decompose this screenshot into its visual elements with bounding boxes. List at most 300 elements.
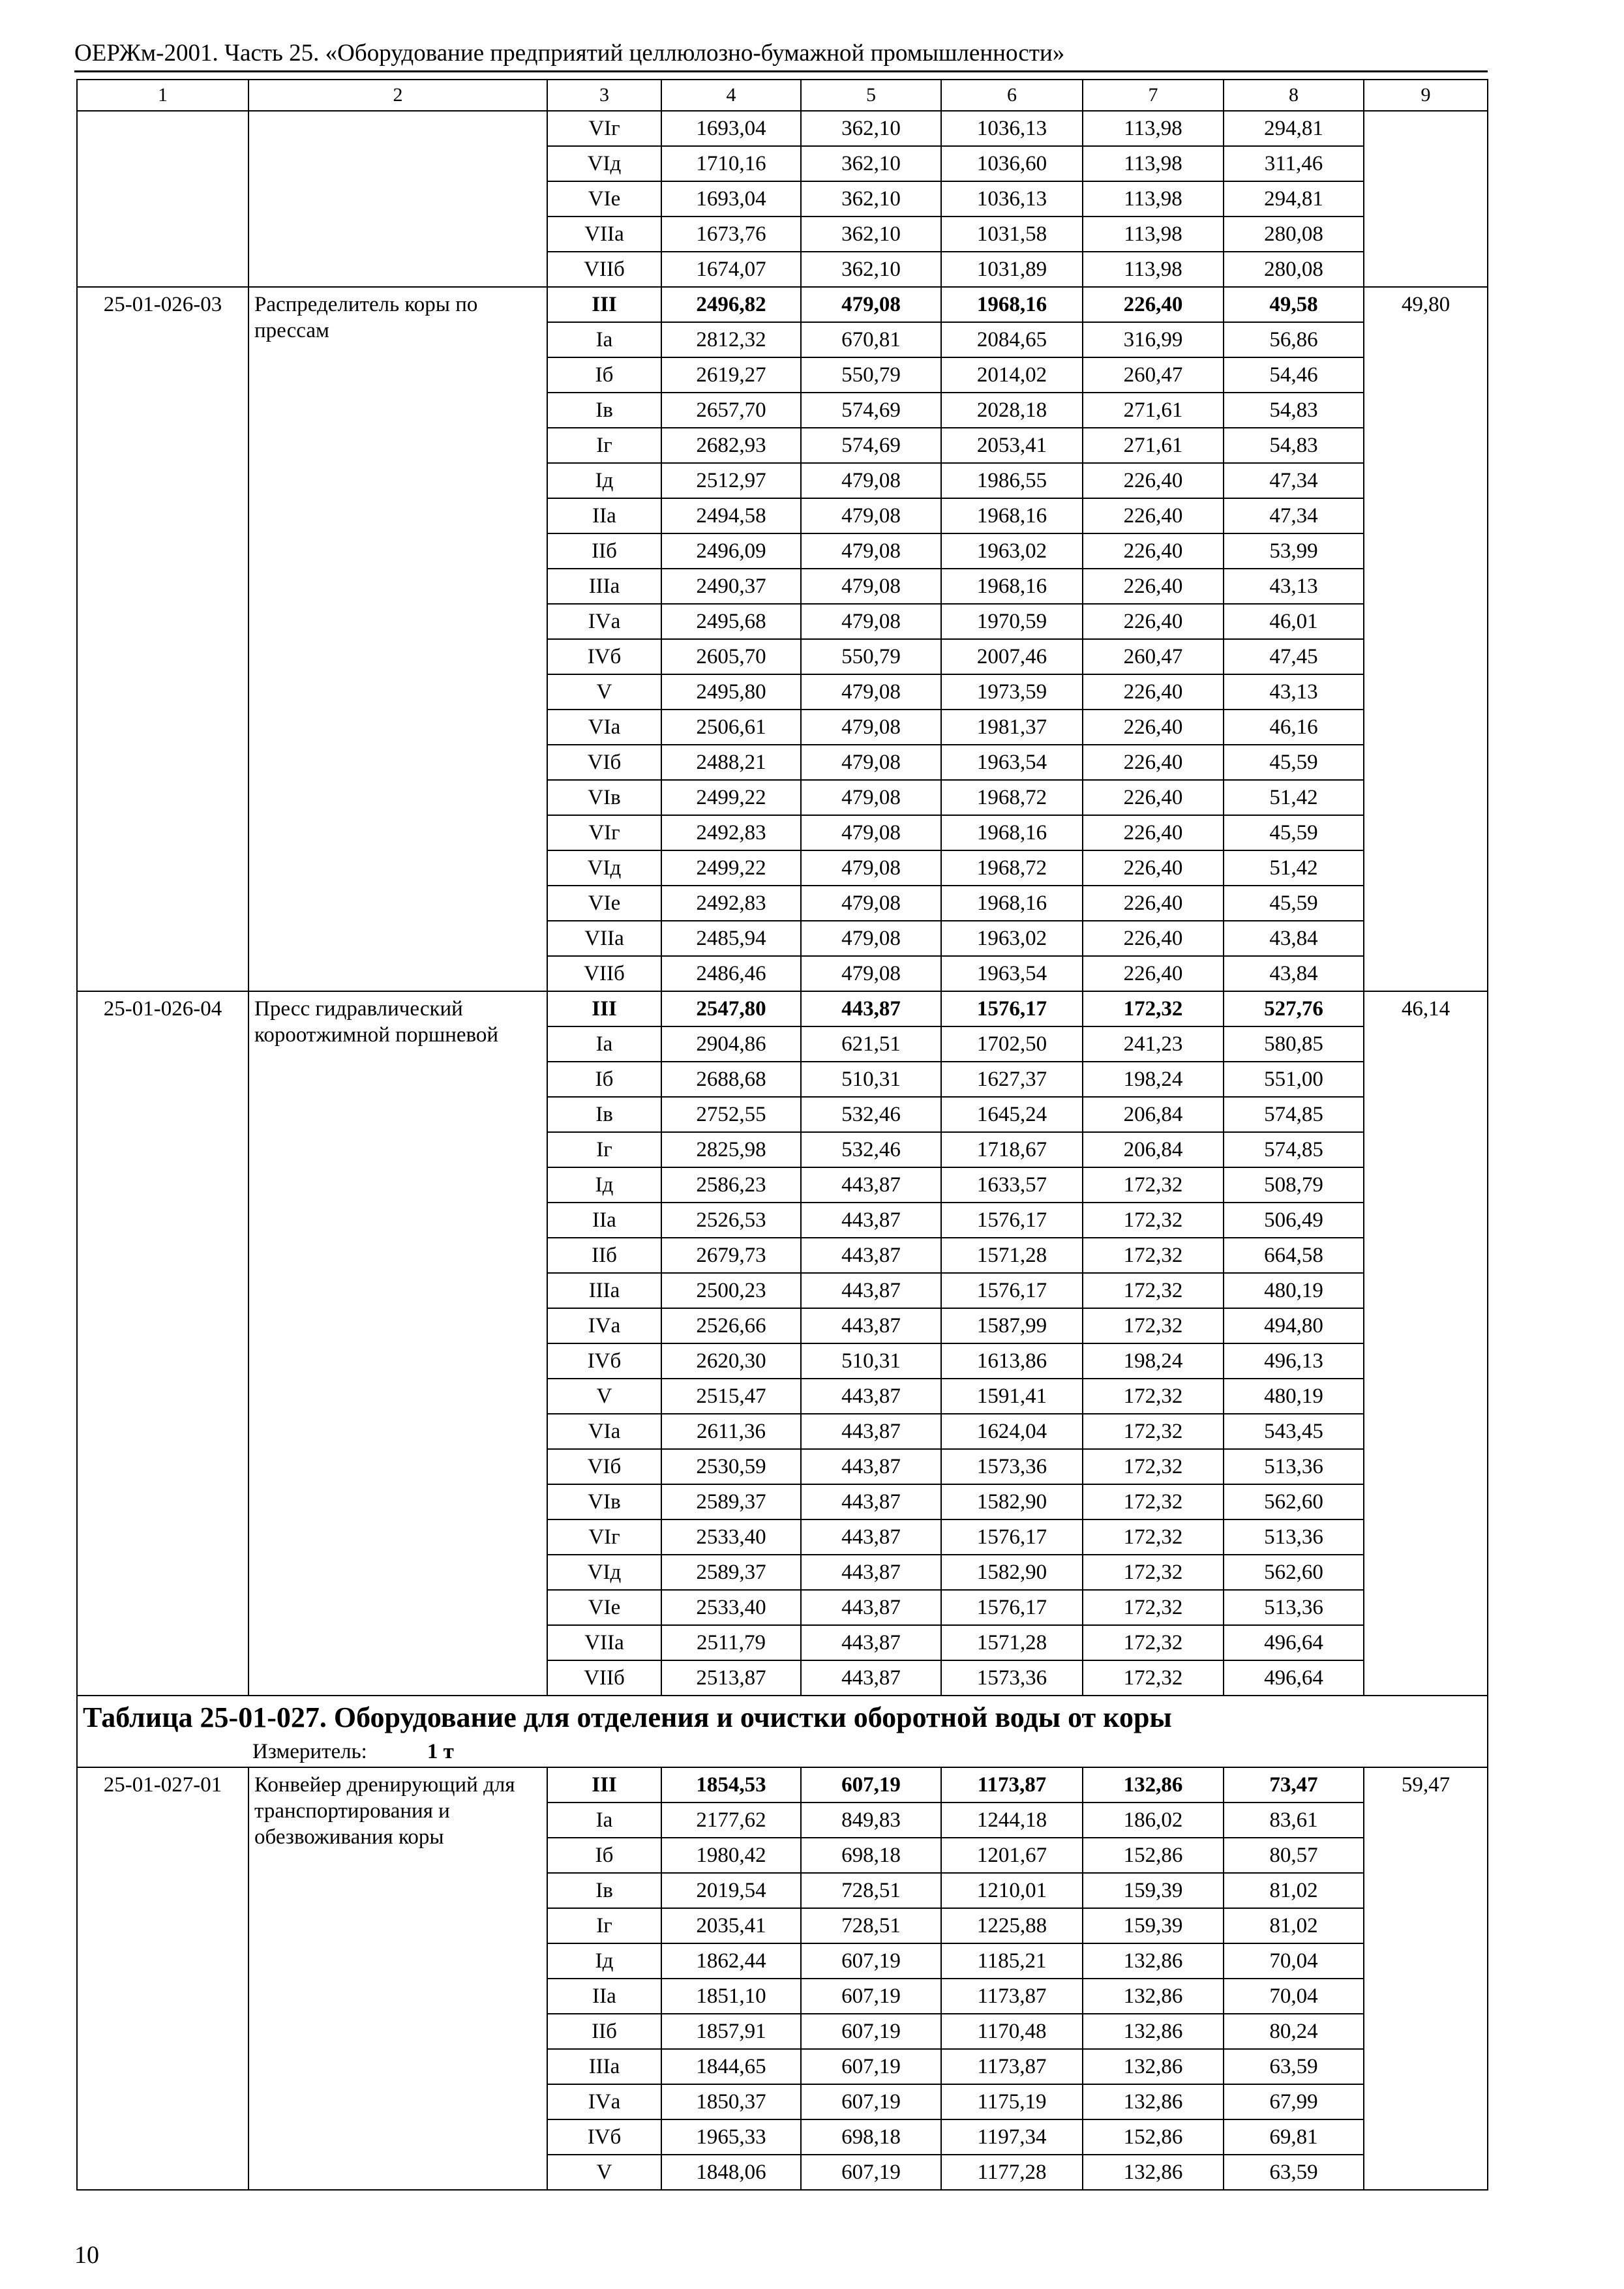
value-cell: 479,08: [801, 710, 941, 745]
zone-label: Iг: [547, 1132, 661, 1167]
value-cell: 443,87: [801, 1484, 941, 1519]
zone-label: IVа: [547, 2084, 661, 2119]
item-col9: 49,80: [1364, 287, 1488, 991]
value-cell: 280,08: [1224, 217, 1364, 252]
value-cell: 479,08: [801, 287, 941, 322]
value-cell: 1963,02: [941, 533, 1083, 569]
value-cell: 574,69: [801, 428, 941, 463]
value-cell: 226,40: [1083, 780, 1224, 815]
value-cell: 172,32: [1083, 1449, 1224, 1484]
value-cell: 698,18: [801, 2119, 941, 2155]
value-cell: 63,59: [1224, 2155, 1364, 2190]
zone-label: VIа: [547, 710, 661, 745]
section-title-row: [77, 1696, 1488, 1767]
value-cell: 2586,23: [661, 1167, 801, 1203]
zone-label: VIв: [547, 1484, 661, 1519]
value-cell: 2605,70: [661, 639, 801, 674]
value-cell: 260,47: [1083, 639, 1224, 674]
zone-label: VIIа: [547, 921, 661, 956]
value-cell: 80,57: [1224, 1838, 1364, 1873]
zone-label: V: [547, 2155, 661, 2190]
value-cell: 496,64: [1224, 1660, 1364, 1696]
value-cell: 226,40: [1083, 850, 1224, 886]
zone-label: IVа: [547, 1308, 661, 1343]
value-cell: 1674,07: [661, 252, 801, 287]
value-cell: 1576,17: [941, 1590, 1083, 1625]
value-cell: 172,32: [1083, 1660, 1224, 1696]
value-cell: 532,46: [801, 1132, 941, 1167]
page-number: 10: [74, 2241, 99, 2269]
value-cell: 479,08: [801, 569, 941, 604]
value-cell: 508,79: [1224, 1167, 1364, 1203]
value-cell: 206,84: [1083, 1132, 1224, 1167]
value-cell: 479,08: [801, 815, 941, 850]
document-header: ОЕРЖм-2001. Часть 25. «Оборудование предприятий целлюлозно-бумажной промышленности»: [74, 40, 1065, 67]
value-cell: 2084,65: [941, 322, 1083, 357]
value-cell: 443,87: [801, 991, 941, 1026]
value-cell: 80,24: [1224, 2014, 1364, 2049]
value-cell: 479,08: [801, 463, 941, 498]
value-cell: 47,34: [1224, 498, 1364, 533]
value-cell: 1968,16: [941, 287, 1083, 322]
value-cell: 496,13: [1224, 1343, 1364, 1379]
value-cell: 443,87: [801, 1308, 941, 1343]
value-cell: 607,19: [801, 2155, 941, 2190]
zone-label: Iб: [547, 357, 661, 393]
value-cell: 226,40: [1083, 674, 1224, 710]
item-col9: 59,47: [1364, 1767, 1488, 2190]
value-cell: 1576,17: [941, 1273, 1083, 1308]
value-cell: 2619,27: [661, 357, 801, 393]
value-cell: 621,51: [801, 1026, 941, 1062]
zone-label: IIIа: [547, 1273, 661, 1308]
value-cell: 494,80: [1224, 1308, 1364, 1343]
item-name: Пресс гидравлический короотжимной поршневой: [248, 991, 547, 1696]
zone-label: IVб: [547, 2119, 661, 2155]
value-cell: 1573,36: [941, 1660, 1083, 1696]
value-cell: 132,86: [1083, 2014, 1224, 2049]
zone-label: IIа: [547, 1203, 661, 1238]
value-cell: 67,99: [1224, 2084, 1364, 2119]
value-cell: 443,87: [801, 1203, 941, 1238]
value-cell: 1036,13: [941, 181, 1083, 217]
value-cell: 728,51: [801, 1908, 941, 1943]
value-cell: 551,00: [1224, 1062, 1364, 1097]
column-number-row: [77, 80, 1488, 111]
value-cell: 226,40: [1083, 815, 1224, 850]
value-cell: 1576,17: [941, 1203, 1083, 1238]
zone-label: VIIа: [547, 217, 661, 252]
zone-label: VIб: [547, 745, 661, 780]
value-cell: 2492,83: [661, 815, 801, 850]
value-cell: 43,13: [1224, 674, 1364, 710]
value-cell: 443,87: [801, 1519, 941, 1555]
value-cell: 479,08: [801, 780, 941, 815]
value-cell: 506,49: [1224, 1203, 1364, 1238]
zone-label: Iд: [547, 463, 661, 498]
item-name: Конвейер дренирующий для транспортирования и обезвоживания коры: [248, 1767, 547, 2190]
value-cell: 1173,87: [941, 1979, 1083, 2014]
value-cell: 443,87: [801, 1660, 941, 1696]
zone-label: Iб: [547, 1838, 661, 1873]
value-cell: 1970,59: [941, 604, 1083, 639]
value-cell: 226,40: [1083, 569, 1224, 604]
value-cell: 172,32: [1083, 1379, 1224, 1414]
value-cell: 443,87: [801, 1414, 941, 1449]
zone-label: VIе: [547, 181, 661, 217]
value-cell: 2053,41: [941, 428, 1083, 463]
value-cell: 2492,83: [661, 886, 801, 921]
value-cell: 113,98: [1083, 181, 1224, 217]
value-cell: 1693,04: [661, 181, 801, 217]
value-cell: 1718,67: [941, 1132, 1083, 1167]
value-cell: 113,98: [1083, 146, 1224, 181]
value-cell: 479,08: [801, 604, 941, 639]
value-cell: 1968,72: [941, 780, 1083, 815]
value-cell: 2177,62: [661, 1803, 801, 1838]
value-cell: 607,19: [801, 2049, 941, 2084]
value-cell: 226,40: [1083, 956, 1224, 991]
value-cell: 1244,18: [941, 1803, 1083, 1838]
value-cell: 2495,68: [661, 604, 801, 639]
value-cell: 607,19: [801, 2084, 941, 2119]
item-name-cell: [248, 111, 547, 287]
zone-label: IIIа: [547, 2049, 661, 2084]
value-cell: 198,24: [1083, 1062, 1224, 1097]
value-cell: 1968,72: [941, 850, 1083, 886]
zone-label: Iв: [547, 1873, 661, 1908]
value-cell: 574,85: [1224, 1132, 1364, 1167]
value-cell: 479,08: [801, 745, 941, 780]
zone-label: VIд: [547, 1555, 661, 1590]
value-cell: 1587,99: [941, 1308, 1083, 1343]
item-col9: 46,14: [1364, 991, 1488, 1696]
value-cell: 226,40: [1083, 886, 1224, 921]
item-name: Распределитель коры по прессам: [248, 287, 547, 991]
value-cell: 607,19: [801, 1979, 941, 2014]
value-cell: 510,31: [801, 1343, 941, 1379]
value-cell: 172,32: [1083, 991, 1224, 1026]
value-cell: 1693,04: [661, 111, 801, 146]
value-cell: 1170,48: [941, 2014, 1083, 2049]
value-cell: 172,32: [1083, 1519, 1224, 1555]
value-cell: 1980,42: [661, 1838, 801, 1873]
value-cell: 1177,28: [941, 2155, 1083, 2190]
value-cell: 132,86: [1083, 2084, 1224, 2119]
value-cell: 294,81: [1224, 111, 1364, 146]
table-row: [77, 1767, 1488, 1803]
column-number: 8: [1224, 80, 1364, 111]
value-cell: 172,32: [1083, 1555, 1224, 1590]
zone-label: Iд: [547, 1943, 661, 1979]
value-cell: 1973,59: [941, 674, 1083, 710]
value-cell: 1031,58: [941, 217, 1083, 252]
value-cell: 532,46: [801, 1097, 941, 1132]
column-number: 9: [1364, 80, 1488, 111]
value-cell: 1571,28: [941, 1238, 1083, 1273]
value-cell: 443,87: [801, 1625, 941, 1660]
value-cell: 172,32: [1083, 1167, 1224, 1203]
value-cell: 443,87: [801, 1379, 941, 1414]
zone-label: Iв: [547, 393, 661, 428]
zone-label: VIIб: [547, 252, 661, 287]
value-cell: 1862,44: [661, 1943, 801, 1979]
column-number: 4: [661, 80, 801, 111]
value-cell: 47,45: [1224, 639, 1364, 674]
value-cell: 664,58: [1224, 1238, 1364, 1273]
value-cell: 172,32: [1083, 1414, 1224, 1449]
value-cell: 45,59: [1224, 886, 1364, 921]
value-cell: 562,60: [1224, 1555, 1364, 1590]
value-cell: 172,32: [1083, 1625, 1224, 1660]
value-cell: 2620,30: [661, 1343, 801, 1379]
value-cell: 443,87: [801, 1590, 941, 1625]
value-cell: 2485,94: [661, 921, 801, 956]
value-cell: 172,32: [1083, 1308, 1224, 1343]
value-cell: 607,19: [801, 1943, 941, 1979]
value-cell: 159,39: [1083, 1908, 1224, 1943]
value-cell: 1854,53: [661, 1767, 801, 1803]
zone-label: IVб: [547, 639, 661, 674]
value-cell: 226,40: [1083, 287, 1224, 322]
value-cell: 46,16: [1224, 710, 1364, 745]
value-cell: 2488,21: [661, 745, 801, 780]
value-cell: 2495,80: [661, 674, 801, 710]
zone-label: VIб: [547, 1449, 661, 1484]
value-cell: 2589,37: [661, 1484, 801, 1519]
value-cell: 1582,90: [941, 1555, 1083, 1590]
value-cell: 728,51: [801, 1873, 941, 1908]
value-cell: 54,83: [1224, 428, 1364, 463]
value-cell: 2515,47: [661, 1379, 801, 1414]
table-row: [77, 111, 1488, 146]
value-cell: 2530,59: [661, 1449, 801, 1484]
value-cell: 1036,13: [941, 111, 1083, 146]
value-cell: 443,87: [801, 1167, 941, 1203]
zone-label: Iа: [547, 1026, 661, 1062]
value-cell: 1627,37: [941, 1062, 1083, 1097]
zone-label: VIIб: [547, 1660, 661, 1696]
value-cell: 2007,46: [941, 639, 1083, 674]
value-cell: 2688,68: [661, 1062, 801, 1097]
value-cell: 362,10: [801, 181, 941, 217]
value-cell: 574,69: [801, 393, 941, 428]
value-cell: 1645,24: [941, 1097, 1083, 1132]
value-cell: 1624,04: [941, 1414, 1083, 1449]
value-cell: 81,02: [1224, 1873, 1364, 1908]
value-cell: 73,47: [1224, 1767, 1364, 1803]
value-cell: 43,13: [1224, 569, 1364, 604]
zone-label: IIб: [547, 1238, 661, 1273]
value-cell: 206,84: [1083, 1097, 1224, 1132]
zone-label: IIа: [547, 498, 661, 533]
zone-label: Iа: [547, 322, 661, 357]
zone-label: VIг: [547, 815, 661, 850]
value-cell: 510,31: [801, 1062, 941, 1097]
value-cell: 198,24: [1083, 1343, 1224, 1379]
zone-label: Iв: [547, 1097, 661, 1132]
value-cell: 132,86: [1083, 1979, 1224, 2014]
zone-label: IIб: [547, 2014, 661, 2049]
value-cell: 54,46: [1224, 357, 1364, 393]
value-cell: 43,84: [1224, 921, 1364, 956]
value-cell: 496,64: [1224, 1625, 1364, 1660]
value-cell: 132,86: [1083, 1943, 1224, 1979]
value-cell: 311,46: [1224, 146, 1364, 181]
value-cell: 172,32: [1083, 1484, 1224, 1519]
item-code-cell: [77, 111, 248, 287]
value-cell: 49,58: [1224, 287, 1364, 322]
zone-label: VIе: [547, 1590, 661, 1625]
value-cell: 2019,54: [661, 1873, 801, 1908]
value-cell: 443,87: [801, 1273, 941, 1308]
measure-label: Измеритель:: [252, 1740, 367, 1763]
value-cell: 480,19: [1224, 1379, 1364, 1414]
value-cell: 2679,73: [661, 1238, 801, 1273]
value-cell: 1965,33: [661, 2119, 801, 2155]
value-cell: 1848,06: [661, 2155, 801, 2190]
value-cell: 1968,16: [941, 886, 1083, 921]
value-cell: 1576,17: [941, 1519, 1083, 1555]
value-cell: 1175,19: [941, 2084, 1083, 2119]
value-cell: 172,32: [1083, 1203, 1224, 1238]
value-cell: 2014,02: [941, 357, 1083, 393]
value-cell: 698,18: [801, 1838, 941, 1873]
value-cell: 1173,87: [941, 1767, 1083, 1803]
value-cell: 1963,54: [941, 956, 1083, 991]
item-code: 25-01-026-04: [77, 991, 248, 1696]
value-cell: 2494,58: [661, 498, 801, 533]
value-cell: 1197,34: [941, 2119, 1083, 2155]
value-cell: 316,99: [1083, 322, 1224, 357]
value-cell: 113,98: [1083, 111, 1224, 146]
column-number: 1: [77, 80, 248, 111]
value-cell: 2752,55: [661, 1097, 801, 1132]
value-cell: 51,42: [1224, 850, 1364, 886]
value-cell: 1850,37: [661, 2084, 801, 2119]
value-cell: 1201,67: [941, 1838, 1083, 1873]
value-cell: 1633,57: [941, 1167, 1083, 1203]
value-cell: 1582,90: [941, 1484, 1083, 1519]
value-cell: 479,08: [801, 956, 941, 991]
zone-label: VIа: [547, 1414, 661, 1449]
zone-label: III: [547, 1767, 661, 1803]
value-cell: 51,42: [1224, 780, 1364, 815]
value-cell: 113,98: [1083, 252, 1224, 287]
value-cell: 2486,46: [661, 956, 801, 991]
value-cell: 1571,28: [941, 1625, 1083, 1660]
table-row: [77, 991, 1488, 1026]
value-cell: 362,10: [801, 217, 941, 252]
value-cell: 2500,23: [661, 1273, 801, 1308]
zone-label: VIIа: [547, 1625, 661, 1660]
value-cell: 226,40: [1083, 463, 1224, 498]
value-cell: 2682,93: [661, 428, 801, 463]
value-cell: 172,32: [1083, 1273, 1224, 1308]
zone-label: III: [547, 991, 661, 1026]
value-cell: 1031,89: [941, 252, 1083, 287]
value-cell: 2825,98: [661, 1132, 801, 1167]
value-cell: 2533,40: [661, 1519, 801, 1555]
column-number: 7: [1083, 80, 1224, 111]
value-cell: 132,86: [1083, 2049, 1224, 2084]
value-cell: 2496,82: [661, 287, 801, 322]
value-cell: 362,10: [801, 252, 941, 287]
zone-label: VIг: [547, 1519, 661, 1555]
value-cell: 443,87: [801, 1238, 941, 1273]
value-cell: 1185,21: [941, 1943, 1083, 1979]
value-cell: 607,19: [801, 1767, 941, 1803]
value-cell: 2512,97: [661, 463, 801, 498]
zone-label: V: [547, 1379, 661, 1414]
value-cell: 1844,65: [661, 2049, 801, 2084]
value-cell: 63,59: [1224, 2049, 1364, 2084]
value-cell: 45,59: [1224, 745, 1364, 780]
value-cell: 527,76: [1224, 991, 1364, 1026]
value-cell: 132,86: [1083, 1767, 1224, 1803]
value-cell: 280,08: [1224, 252, 1364, 287]
value-cell: 607,19: [801, 2014, 941, 2049]
value-cell: 226,40: [1083, 921, 1224, 956]
column-number: 6: [941, 80, 1083, 111]
zone-label: Iг: [547, 1908, 661, 1943]
value-cell: 1851,10: [661, 1979, 801, 2014]
value-cell: 562,60: [1224, 1484, 1364, 1519]
value-cell: 1981,37: [941, 710, 1083, 745]
value-cell: 2533,40: [661, 1590, 801, 1625]
value-cell: 1573,36: [941, 1449, 1083, 1484]
value-cell: 47,34: [1224, 463, 1364, 498]
zone-label: IVб: [547, 1343, 661, 1379]
table-title: Таблица 25-01-027. Оборудование для отделения и очистки оборотной воды от коры: [83, 1701, 1172, 1733]
value-cell: 152,86: [1083, 2119, 1224, 2155]
zone-label: VIг: [547, 111, 661, 146]
zone-label: Iб: [547, 1062, 661, 1097]
value-cell: 53,99: [1224, 533, 1364, 569]
value-cell: 1968,16: [941, 815, 1083, 850]
value-cell: 1613,86: [941, 1343, 1083, 1379]
value-cell: 172,32: [1083, 1590, 1224, 1625]
column-number: 3: [547, 80, 661, 111]
value-cell: 83,61: [1224, 1803, 1364, 1838]
value-cell: 45,59: [1224, 815, 1364, 850]
value-cell: 1036,60: [941, 146, 1083, 181]
value-cell: 443,87: [801, 1449, 941, 1484]
value-cell: 69,81: [1224, 2119, 1364, 2155]
zone-label: IIIа: [547, 569, 661, 604]
price-table: [76, 79, 1488, 2191]
value-cell: 2506,61: [661, 710, 801, 745]
value-cell: 271,61: [1083, 393, 1224, 428]
value-cell: 2904,86: [661, 1026, 801, 1062]
section-header: [77, 1696, 1488, 1767]
value-cell: 479,08: [801, 674, 941, 710]
value-cell: 1857,91: [661, 2014, 801, 2049]
measure-line: [83, 1737, 1482, 1767]
measure-value: 1 т: [427, 1740, 454, 1763]
value-cell: 1591,41: [941, 1379, 1083, 1414]
value-cell: 226,40: [1083, 604, 1224, 639]
value-cell: 1963,02: [941, 921, 1083, 956]
value-cell: 46,01: [1224, 604, 1364, 639]
value-cell: 1710,16: [661, 146, 801, 181]
value-cell: 2547,80: [661, 991, 801, 1026]
zone-label: VIд: [547, 850, 661, 886]
value-cell: 580,85: [1224, 1026, 1364, 1062]
value-cell: 1673,76: [661, 217, 801, 252]
value-cell: 1225,88: [941, 1908, 1083, 1943]
value-cell: 849,83: [801, 1803, 941, 1838]
